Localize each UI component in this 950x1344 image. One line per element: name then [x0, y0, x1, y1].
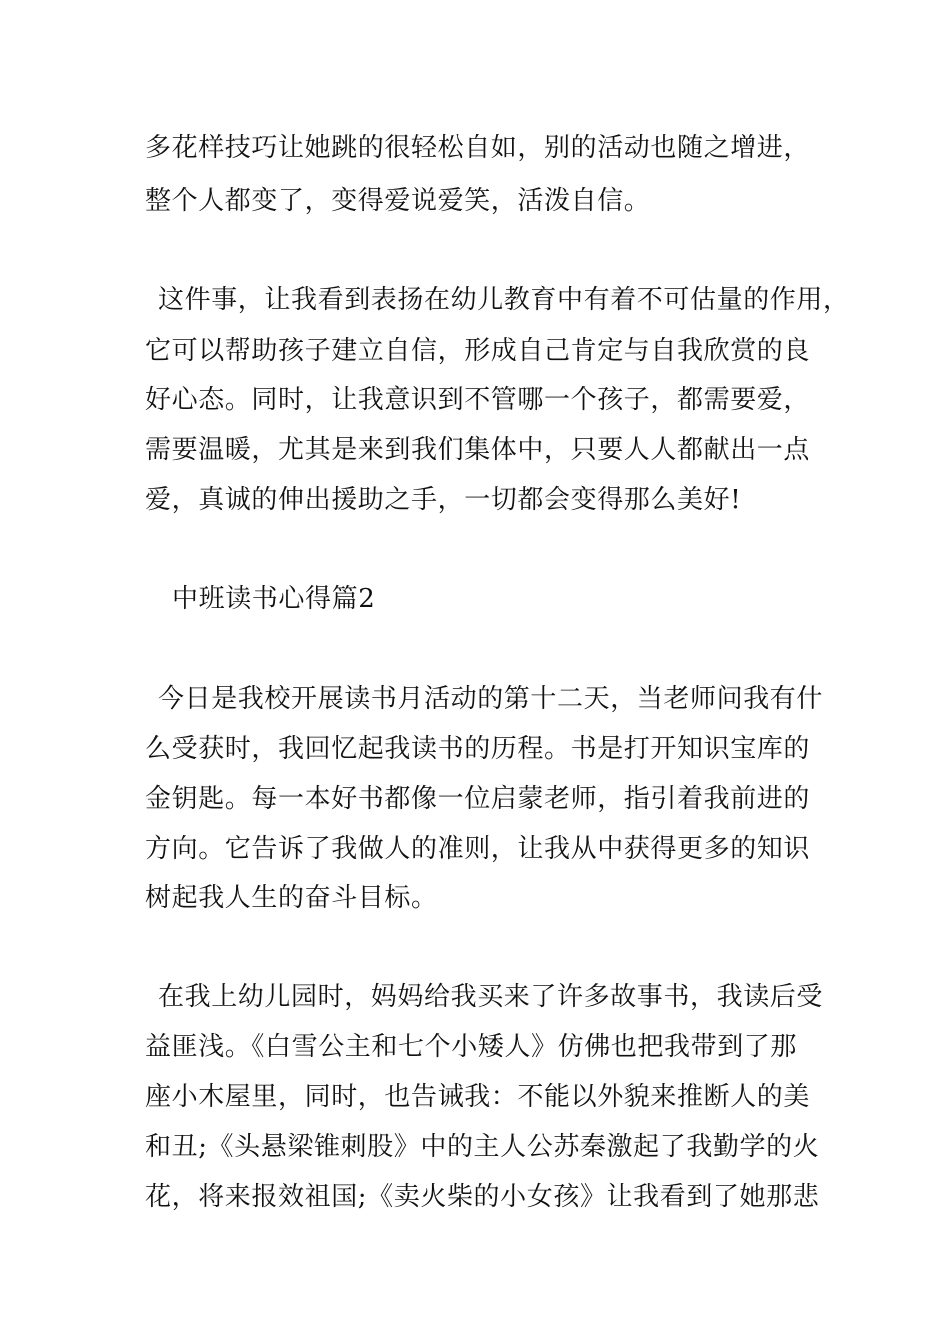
paragraph-line: 它可以帮助孩子建立自信，形成自己肯定与自我欣赏的良	[145, 336, 811, 366]
paragraph-line: 整个人都变了，变得爱说爱笑，活泼自信。	[145, 186, 651, 216]
paragraph-line: 爱，真诚的伸出援助之手，一切都会变得那么美好!	[145, 485, 742, 515]
paragraph-line: 方向。它告诉了我做人的准则，让我从中获得更多的知识	[145, 834, 811, 864]
paragraph-line: 今日是我校开展读书月活动的第十二天，当老师问我有什	[158, 684, 824, 714]
paragraph-line: 益匪浅。《白雪公主和七个小矮人》仿佛也把我带到了那	[145, 1032, 798, 1062]
paragraph-line: 金钥匙。每一本好书都像一位启蒙老师，指引着我前进的	[145, 784, 811, 814]
paragraph-line: 这件事，让我看到表扬在幼儿教育中有着不可估量的作用，	[158, 285, 850, 315]
paragraph-line: 需要温暖，尤其是来到我们集体中，只要人人都献出一点	[145, 435, 811, 465]
paragraph-line: 和丑;《头悬梁锥刺股》中的主人公苏秦激起了我勤学的火	[145, 1132, 820, 1162]
paragraph-line: 好心态。同时，让我意识到不管哪一个孩子，都需要爱，	[145, 385, 811, 415]
paragraph-line: 多花样技巧让她跳的很轻松自如，别的活动也随之增进，	[145, 133, 811, 163]
paragraph-line: 花，将来报效祖国;《卖火柴的小女孩》让我看到了她那悲	[145, 1182, 820, 1212]
paragraph-line: 树起我人生的奋斗目标。	[145, 883, 438, 913]
paragraph-line: 在我上幼儿园时，妈妈给我买来了许多故事书，我读后受	[158, 982, 824, 1012]
paragraph-line: 么受获时，我回忆起我读书的历程。书是打开知识宝库的	[145, 734, 811, 764]
section-heading: 中班读书心得篇2	[172, 584, 376, 614]
paragraph-line: 座小木屋里，同时，也告诫我：不能以外貌来推断人的美	[145, 1082, 811, 1112]
